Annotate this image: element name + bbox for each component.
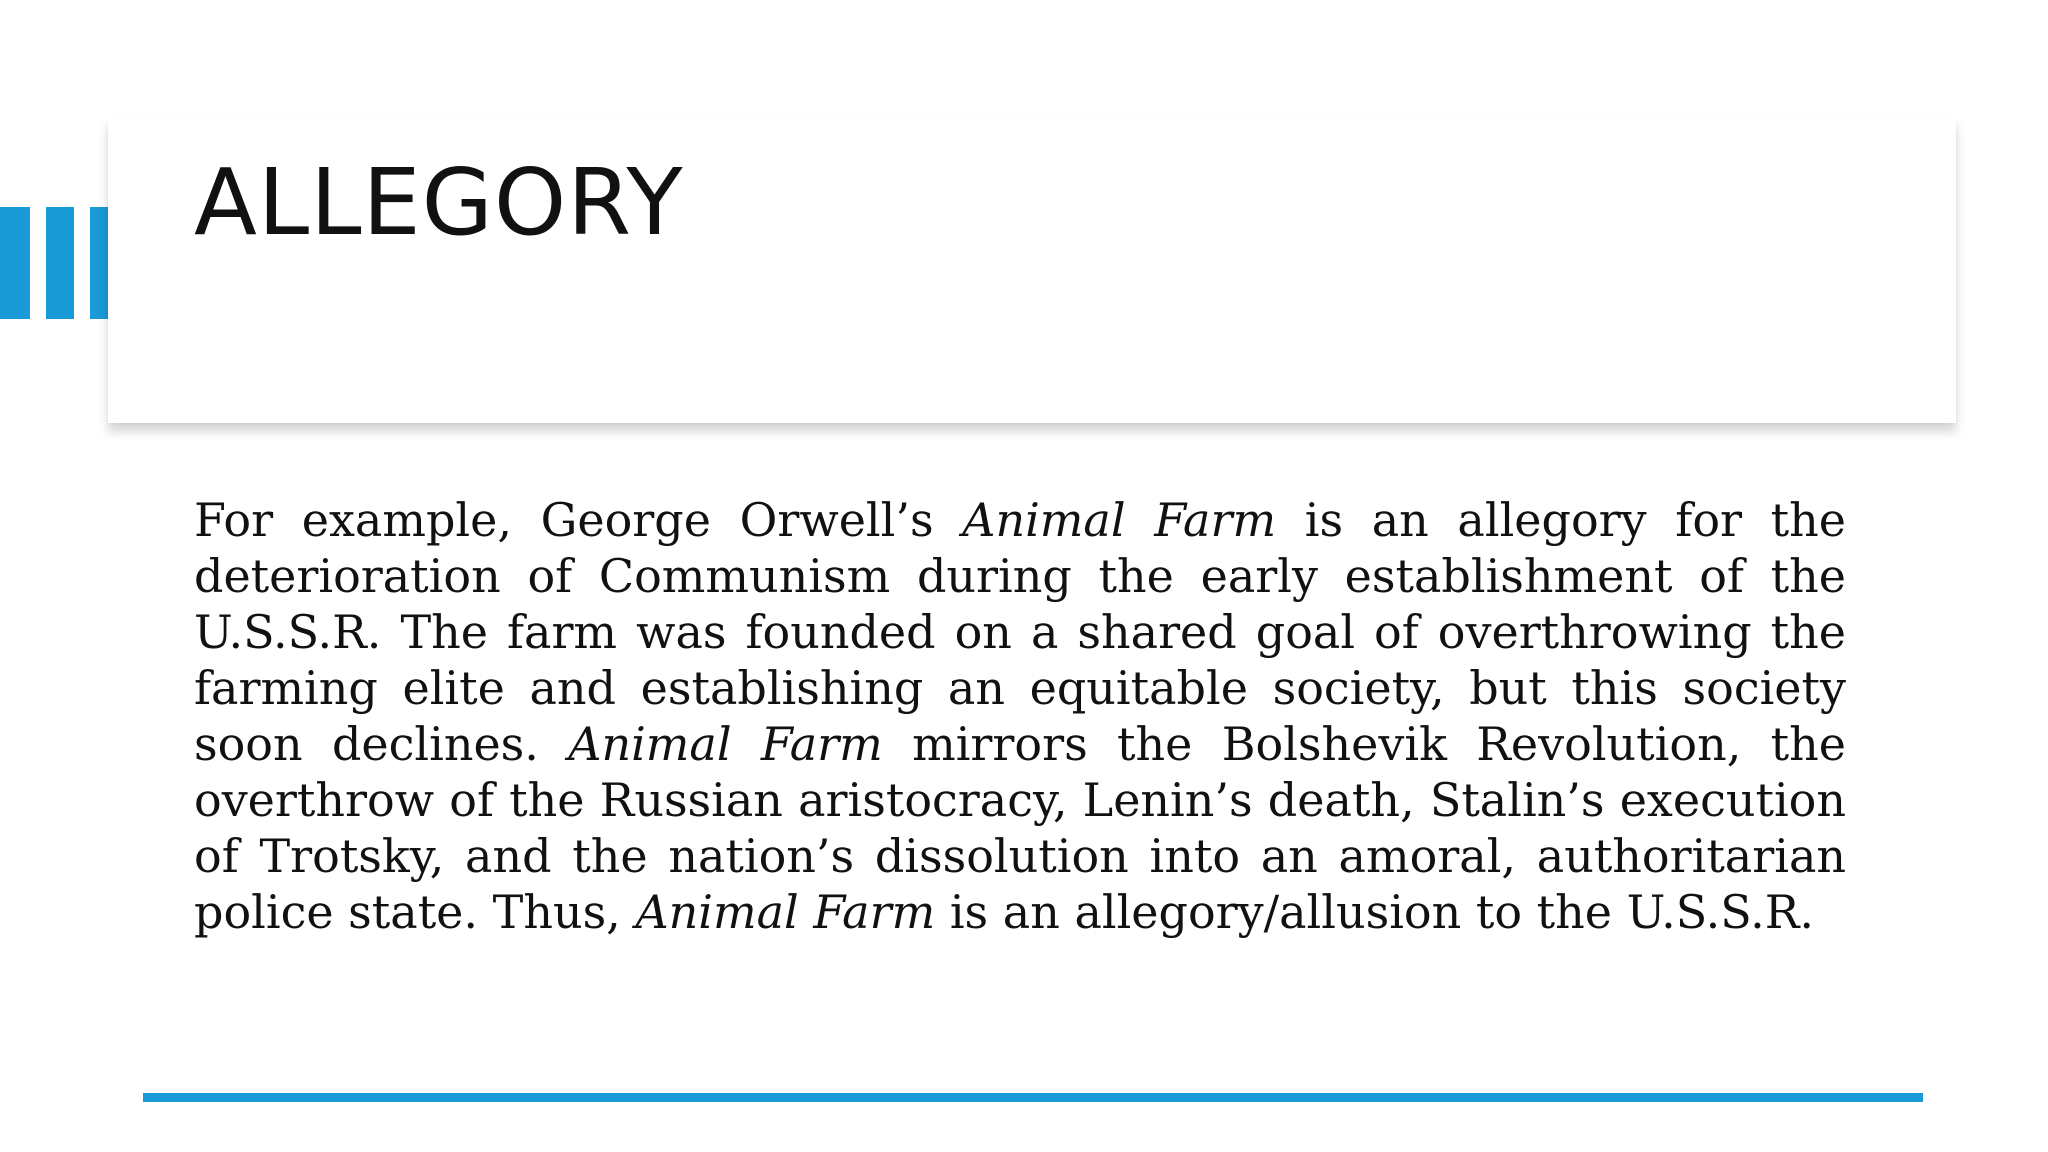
- book-title-italic: Animal Farm: [962, 493, 1277, 547]
- body-paragraph: [194, 492, 1846, 940]
- accent-bar-decoration: [90, 207, 108, 319]
- body-text-segment: For example, George Orwell’s: [194, 493, 963, 547]
- body-text-segment: mirrors the Bolshevik Revolution, the overthrow of the Russian aristocracy, Lenin’s death, Stalin’s execution of Trotsky, and the nation’s dissolution into an amoral, authoritarian police state. Thus,: [194, 717, 1846, 939]
- title-card: [108, 118, 1956, 423]
- slide-title: ALLEGORY: [194, 149, 684, 256]
- body-text-segment: is an allegory for the deterioration of Communism during the early establishment of the U.S.S.R. The farm was founded on a shared goal of overthrowing the farming elite and establishing an equitable society, but this society soon declines.: [194, 493, 1847, 771]
- body-text-segment: is an allegory/allusion to the U.S.S.R.: [935, 885, 1815, 939]
- book-title-italic: Animal Farm: [568, 717, 883, 771]
- accent-bar-decoration: [0, 207, 30, 319]
- book-title-italic: Animal Farm: [635, 885, 936, 939]
- bottom-divider: [143, 1093, 1923, 1102]
- accent-bar-decoration: [46, 207, 74, 319]
